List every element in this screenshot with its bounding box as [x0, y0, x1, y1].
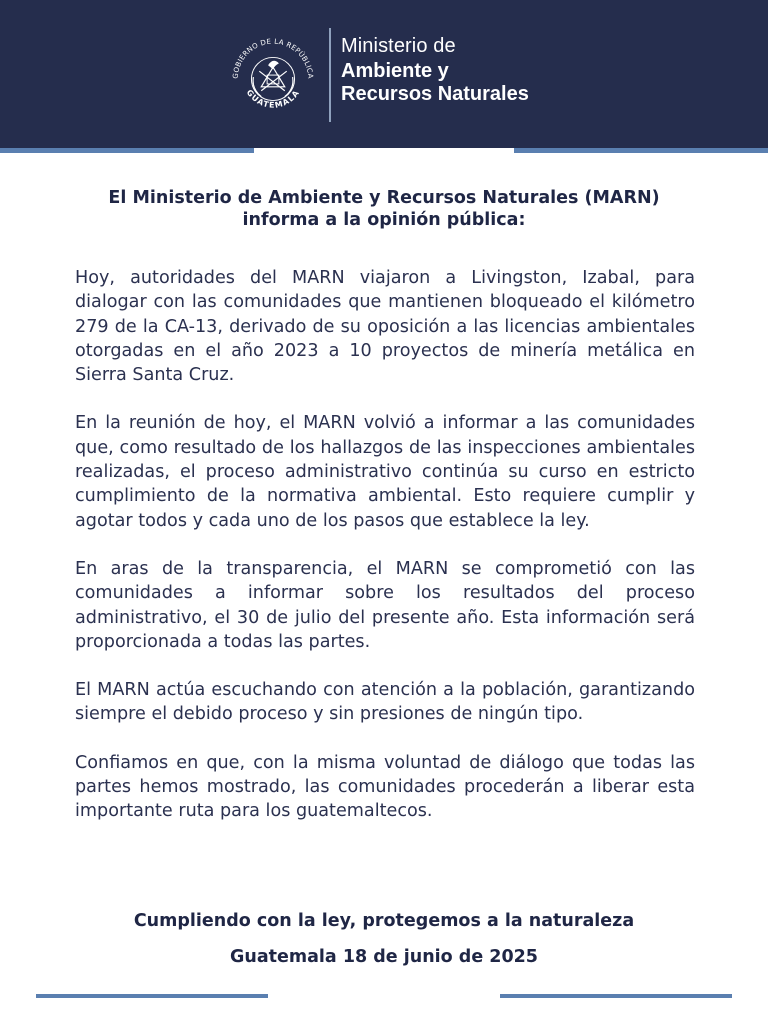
closing-date: Guatemala 18 de junio de 2025	[230, 947, 538, 967]
paragraph: Confiamos en que, con la misma voluntad de diálogo que todas las partes hemos mostrado, las comunidades procederán a liberar esta importante ruta para los guatemaltecos.	[75, 752, 695, 822]
paragraph: En la reunión de hoy, el MARN volvió a informar a las comunidades que, como resultado de los hallazgos de las inspecciones ambientales realizadas, el proceso administrativo continúa su curso en estricto cumplimiento de la normativa ambiental. Esto requiere cumplir y agotar todos y cada uno de los pasos que establece la ley.	[75, 413, 695, 531]
header-banner	[0, 0, 768, 148]
heading-line-1: El Ministerio de Ambiente y Recursos Naturales (MARN)	[108, 188, 660, 208]
paragraph: En aras de la transparencia, el MARN se comprometió con las comunidades a informar sobre los resultados del proceso administrativo, el 30 de julio del presente año. Esta información será proporcionada a todas las partes.	[75, 558, 695, 652]
coat-of-arms-icon	[224, 30, 322, 128]
closing-block	[60, 910, 708, 968]
svg-text:GUATEMALA: GUATEMALA	[244, 87, 302, 110]
ministry-line-3: Recursos Naturales	[341, 83, 529, 105]
header-divider	[329, 28, 331, 122]
closing-motto: Cumpliendo con la ley, protegemos a la naturaleza	[133, 911, 635, 931]
announcement-heading	[60, 187, 708, 231]
paragraph: El MARN actúa escuchando con atención a la población, garantizando siempre el debido proceso y sin presiones de ningún tipo.	[75, 680, 695, 725]
ministry-line-1: Ministerio de	[341, 35, 456, 57]
accent-bar-top-right	[514, 148, 768, 153]
announcement-body	[75, 266, 695, 848]
heading-line-2: informa a la opinión pública:	[242, 210, 526, 230]
coat-of-arms-seal	[224, 30, 322, 128]
accent-bar-bottom-left	[36, 994, 268, 998]
accent-bar-bottom-right	[500, 994, 732, 998]
svg-text:GOBIERNO DE LA REPÚBLICA: GOBIERNO DE LA REPÚBLICA	[230, 36, 316, 79]
ministry-line-2: Ambiente y	[341, 60, 449, 82]
accent-bar-top-left	[0, 148, 254, 153]
ministry-wordmark	[341, 36, 529, 104]
paragraph: Hoy, autoridades del MARN viajaron a Livingston, Izabal, para dialogar con las comunidades que mantienen bloqueado el kilómetro 279 de la CA-13, derivado de su oposición a las licencias ambientales otorgadas en el año 2023 a 10 proyectos de minería metálica en Sierra Santa Cruz.	[75, 268, 695, 386]
